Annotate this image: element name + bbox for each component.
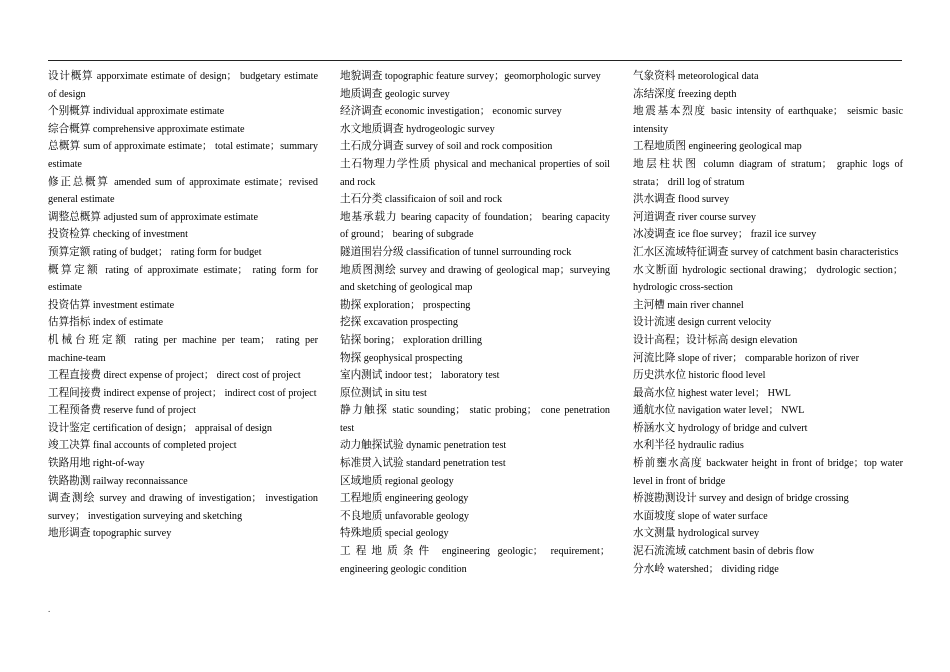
term-chinese: 工程直接费: [48, 369, 101, 382]
glossary-column-2: [340, 68, 610, 578]
term-english: slope of river； comparable horizon of river: [677, 352, 859, 364]
term-english: slope of water surface: [677, 510, 768, 522]
term-chinese: 勘探: [340, 298, 362, 311]
glossary-entry: [340, 297, 610, 315]
glossary-entry: [340, 367, 610, 385]
term-english: right-of-way: [92, 458, 145, 470]
glossary-entry: [340, 156, 610, 191]
glossary-entry: [633, 455, 903, 490]
term-english: survey of catchment basin characteristics: [730, 246, 899, 258]
term-english: in situ test: [384, 387, 427, 399]
term-chinese: 汇水区流域特征调查: [633, 245, 729, 258]
term-chinese: 设计鉴定: [48, 421, 91, 434]
term-english: freezing depth: [677, 88, 737, 100]
term-chinese: 概算定额: [48, 263, 101, 276]
glossary-entry: [340, 455, 610, 473]
term-english: classificaion of soil and rock: [384, 194, 503, 206]
term-chinese: 土石成分调查: [340, 140, 404, 153]
term-english: certification of design； appraisal of design: [92, 422, 272, 434]
term-english: geophysical prospecting: [363, 352, 463, 364]
glossary-entry: [340, 262, 610, 297]
term-chinese: 水面坡度: [633, 509, 676, 522]
term-english: topographic survey: [92, 528, 172, 540]
term-chinese: 水文断面: [633, 263, 679, 276]
term-chinese: 地质调查: [340, 87, 383, 100]
glossary-entry: [633, 226, 903, 244]
term-chinese: 分水岭: [633, 562, 665, 575]
term-chinese: 钻探: [340, 333, 362, 346]
term-english: watershed； dividing ridge: [667, 563, 779, 575]
glossary-entry: [48, 367, 318, 385]
glossary-entry: [48, 68, 318, 103]
glossary-entry: [48, 103, 318, 121]
term-english: excavation prospecting: [363, 317, 458, 329]
glossary-entry: [48, 174, 318, 209]
term-chinese: 工程预备费: [48, 404, 101, 417]
term-chinese: 地形调查: [48, 527, 91, 540]
term-chinese: 地层柱状图: [633, 157, 699, 170]
term-chinese: 地质图测绘: [340, 263, 397, 276]
term-chinese: 不良地质: [340, 509, 383, 522]
term-english: hydrology of bridge and culvert: [677, 422, 808, 434]
term-english: survey and design of bridge crossing: [699, 493, 849, 505]
term-english: ice floe survey； frazil ice survey: [677, 229, 817, 241]
term-chinese: 桥涵水文: [633, 421, 676, 434]
term-english: rating of budget； rating form for budget: [92, 246, 262, 258]
term-english: catchment basin of debris flow: [688, 546, 815, 558]
term-chinese: 设计高程；设计标高: [633, 333, 729, 346]
glossary-entry: [48, 244, 318, 262]
term-chinese: 调整总概算: [48, 210, 101, 223]
term-english: individual approximate estimate: [92, 106, 225, 118]
term-english: physical and mechanical properties of soil and rock: [340, 158, 611, 188]
glossary-entry: [633, 138, 903, 156]
term-chinese: 个别概算: [48, 105, 91, 118]
term-english: adjusted sum of approximate estimate: [103, 211, 258, 223]
term-english: boring； exploration drilling: [363, 334, 483, 346]
glossary-entry: [633, 244, 903, 262]
glossary-entry: [48, 138, 318, 173]
glossary-entry: [48, 455, 318, 473]
term-chinese: 土石分类: [340, 193, 383, 206]
glossary-entry: [340, 543, 610, 578]
glossary-entry: [340, 68, 610, 86]
glossary-entry: [633, 543, 903, 561]
term-english: survey of soil and rock composition: [406, 141, 553, 153]
term-chinese: 隧道围岩分级: [340, 245, 404, 258]
term-chinese: 地貌调查: [340, 70, 383, 82]
term-chinese: 标准贯入试验: [340, 457, 404, 470]
glossary-entry: [633, 385, 903, 403]
glossary-entry: [48, 420, 318, 438]
term-english: direct expense of project； direct cost of project: [103, 370, 301, 382]
glossary-entry: [340, 209, 610, 244]
term-english: hydrological survey: [677, 528, 760, 540]
term-chinese: 综合概算: [48, 122, 91, 135]
glossary-entry: [48, 121, 318, 139]
term-chinese: 估算指标: [48, 316, 91, 329]
term-chinese: 桥渡勘测设计: [633, 492, 697, 505]
term-chinese: 动力触探试验: [340, 439, 404, 452]
glossary-entry: [633, 332, 903, 350]
term-english: bearing capacity of foundation； bearing capacity of ground； bearing of subgrade: [340, 211, 610, 241]
glossary-entry: [48, 385, 318, 403]
glossary-entry: [633, 262, 903, 297]
term-english: indoor test； laboratory test: [384, 370, 500, 382]
term-chinese: 工程地质图: [633, 140, 686, 153]
glossary-entry: [48, 473, 318, 491]
term-english: railway reconnaissance: [92, 475, 188, 487]
glossary-entry: [633, 402, 903, 420]
term-english: regional geology: [384, 475, 454, 487]
term-chinese: 桥前壅水高度: [633, 457, 703, 470]
term-english: index of estimate: [92, 317, 164, 329]
term-chinese: 总概算: [48, 140, 81, 153]
glossary-entry: [48, 262, 318, 297]
glossary-entry: [633, 367, 903, 385]
glossary-entry: [48, 402, 318, 420]
term-english: final accounts of completed project: [92, 440, 237, 452]
term-chinese: 修正总概算: [48, 175, 110, 188]
term-english: meteorological data: [677, 71, 759, 82]
term-chinese: 冻结深度: [633, 87, 676, 100]
term-chinese: 设计概算: [48, 70, 94, 82]
term-english: survey and drawing of investigation； investigation survey； investigation surveying and sketching: [48, 493, 319, 522]
term-chinese: 工程间接费: [48, 386, 101, 399]
term-english: navigation water level； NWL: [677, 405, 805, 417]
term-english: engineering geology: [384, 493, 469, 505]
glossary-entry: [633, 297, 903, 315]
term-english: apporximate estimate of design； budgetary estimate of design: [48, 71, 319, 100]
term-chinese: 河流比降: [633, 351, 676, 364]
glossary-entry: [340, 525, 610, 543]
term-english: engineering geological map: [688, 141, 802, 153]
term-chinese: 原位测试: [340, 386, 383, 399]
footer-mark: .: [48, 604, 51, 614]
term-chinese: 铁路用地: [48, 457, 91, 470]
term-english: checking of investment: [92, 229, 188, 241]
glossary-entry: [340, 385, 610, 403]
term-english: sum of approximate estimate； total estimate；summary estimate: [48, 141, 318, 170]
term-english: classification of tunnel surrounding rock: [406, 246, 572, 258]
glossary-entry: [633, 191, 903, 209]
glossary-entry: [340, 138, 610, 156]
term-english: standard penetration test: [406, 458, 506, 470]
term-chinese: 区域地质: [340, 474, 383, 487]
glossary-entry: [340, 332, 610, 350]
term-english: highest water level； HWL: [677, 387, 791, 399]
term-chinese: 地震基本烈度: [633, 105, 707, 118]
term-chinese: 最高水位: [633, 386, 676, 399]
glossary-entry: [48, 490, 318, 525]
glossary-entry: [48, 525, 318, 543]
glossary-entry: [633, 350, 903, 368]
term-english: flood survey: [677, 194, 730, 206]
term-chinese: 投资估算: [48, 298, 91, 311]
glossary-entry: [633, 508, 903, 526]
term-chinese: 水文地质调查: [340, 122, 404, 135]
term-english: engineering geologic； requirement；engineering geologic condition: [340, 546, 611, 575]
term-chinese: 物探: [340, 351, 362, 364]
glossary-entry: [340, 121, 610, 139]
glossary-entry: [340, 350, 610, 368]
glossary-entry: [340, 402, 610, 437]
term-chinese: 泥石流流域: [633, 545, 686, 558]
term-chinese: 工程地质条件: [340, 545, 435, 558]
glossary-entry: [633, 156, 903, 191]
term-english: reserve fund of project: [103, 405, 197, 417]
glossary-entry: [48, 314, 318, 332]
term-chinese: 设计流速: [633, 316, 676, 329]
term-chinese: 调查测绘: [48, 492, 96, 505]
glossary-entry: [340, 473, 610, 491]
glossary-entry: [633, 103, 903, 138]
glossary-entry: [633, 525, 903, 543]
term-english: historic flood level: [688, 370, 766, 382]
header-rule: [48, 60, 902, 61]
term-english: investment estimate: [92, 299, 175, 311]
term-english: special geology: [384, 528, 449, 540]
term-english: static sounding； static probing； cone penetration test: [340, 405, 611, 434]
term-english: hydrogeologic survey: [406, 123, 495, 135]
glossary-entry: [48, 297, 318, 315]
term-english: basic intensity of earthquake； seismic basic intensity: [633, 106, 904, 135]
term-english: river course survey: [677, 211, 756, 223]
term-chinese: 气象资料: [633, 70, 676, 82]
term-english: unfavorable geology: [384, 510, 469, 522]
glossary-entry: [48, 332, 318, 367]
glossary-entry: [633, 561, 903, 579]
glossary-entry: [633, 314, 903, 332]
term-chinese: 历史洪水位: [633, 369, 686, 382]
term-english: exploration； prospecting: [363, 299, 471, 311]
term-english: indirect expense of project； indirect cost of project: [103, 387, 317, 399]
glossary-entry: [340, 437, 610, 455]
term-english: main river channel: [667, 299, 744, 311]
glossary-entry: [633, 209, 903, 227]
term-chinese: 主河槽: [633, 298, 665, 311]
term-chinese: 地基承载力: [340, 210, 398, 223]
term-chinese: 洪水调查: [633, 193, 676, 206]
term-english: comprehensive approximate estimate: [92, 123, 245, 135]
term-english: design current velocity: [677, 317, 772, 329]
glossary-entry: [633, 86, 903, 104]
term-english: topographic feature survey；geomorphologic survey: [384, 71, 601, 82]
term-chinese: 室内测试: [340, 369, 383, 382]
term-chinese: 工程地质: [340, 492, 383, 505]
term-english: hydraulic radius: [677, 440, 744, 452]
term-chinese: 通航水位: [633, 404, 676, 417]
term-english: amended sum of approximate estimate；revised general estimate: [48, 176, 319, 206]
glossary-entry: [633, 68, 903, 86]
term-chinese: 竣工决算: [48, 439, 91, 452]
glossary-entry: [340, 244, 610, 262]
glossary-entry: [340, 86, 610, 104]
term-chinese: 经济调查: [340, 105, 383, 118]
term-english: rating of approximate estimate； rating form for estimate: [48, 264, 319, 294]
glossary-entry: [340, 508, 610, 526]
glossary-entry: [340, 490, 610, 508]
glossary-entry: [340, 103, 610, 121]
term-english: dynamic penetration test: [406, 440, 507, 452]
term-chinese: 冰凌调查: [633, 228, 676, 241]
glossary-entry: [340, 191, 610, 209]
glossary-column-1: [48, 68, 318, 543]
glossary-entry: [633, 420, 903, 438]
term-chinese: 静力触探: [340, 404, 389, 417]
term-english: survey and drawing of geological map；surveying and sketching of geological map: [340, 264, 611, 294]
term-chinese: 投资检算: [48, 228, 91, 241]
term-english: economic investigation； economic survey: [384, 106, 562, 118]
glossary-entry: [340, 314, 610, 332]
term-chinese: 水文测量: [633, 527, 676, 540]
term-chinese: 河道调查: [633, 210, 676, 223]
term-english: hydrologic sectional drawing； dydrologic section； hydrologic cross-section: [633, 264, 904, 294]
term-english: design elevation: [730, 334, 798, 346]
term-chinese: 机械台班定额: [48, 333, 129, 346]
term-chinese: 土石物理力学性质: [340, 157, 432, 170]
term-chinese: 铁路勘测: [48, 474, 91, 487]
glossary-entry: [48, 209, 318, 227]
term-chinese: 水利半径: [633, 439, 676, 452]
term-english: rating per machine per team； rating per machine-team: [48, 334, 319, 364]
glossary-entry: [633, 437, 903, 455]
term-chinese: 挖探: [340, 316, 362, 329]
glossary-column-3: [633, 68, 903, 578]
glossary-entry: [633, 490, 903, 508]
glossary-entry: [48, 437, 318, 455]
glossary-entry: [48, 226, 318, 244]
term-english: geologic survey: [384, 88, 450, 100]
term-english: column diagram of stratum； graphic logs of strata； drill log of stratum: [633, 158, 904, 188]
term-english: backwater height in front of bridge；top water level in front of bridge: [633, 458, 904, 487]
term-chinese: 特殊地质: [340, 527, 383, 540]
term-chinese: 预算定额: [48, 245, 91, 258]
